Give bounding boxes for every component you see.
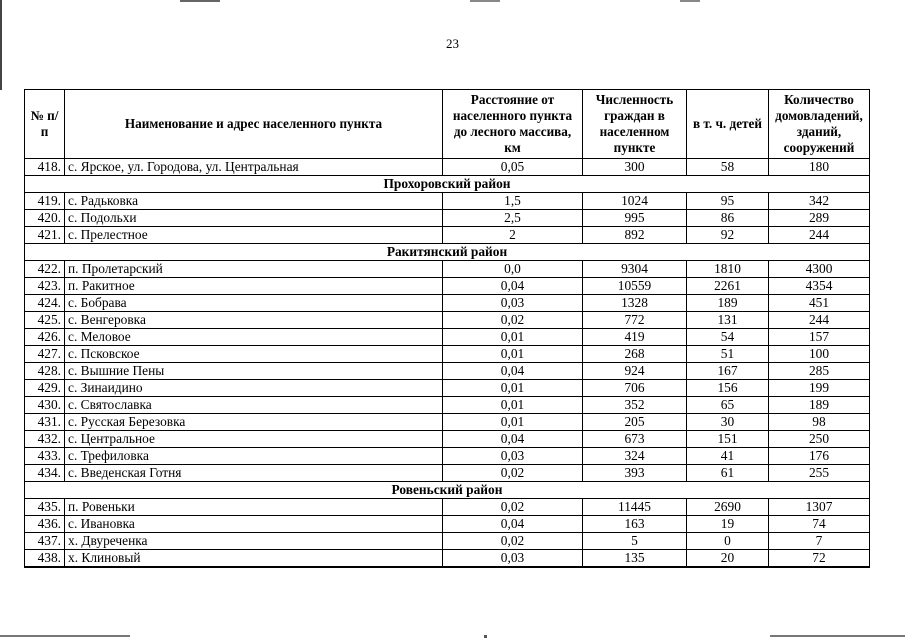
cell-population: 163	[583, 516, 687, 533]
cell-num: 421.	[25, 227, 65, 244]
table-row	[25, 499, 870, 516]
cell-households: 74	[769, 516, 870, 533]
cell-households: 289	[769, 210, 870, 227]
cell-distance: 0,01	[443, 380, 583, 397]
cell-name: с. Русская Березовка	[65, 414, 443, 431]
cell-households: 157	[769, 329, 870, 346]
cell-population: 5	[583, 533, 687, 550]
cell-name: с. Ярское, ул. Городова, ул. Центральная	[65, 159, 443, 176]
cell-households: 7	[769, 533, 870, 550]
cell-num: 430.	[25, 397, 65, 414]
cell-num: 419.	[25, 193, 65, 210]
cell-num: 423.	[25, 278, 65, 295]
cell-distance: 1,5	[443, 193, 583, 210]
cell-distance: 0,04	[443, 278, 583, 295]
cell-num: 427.	[25, 346, 65, 363]
header-children: в т. ч. детей	[687, 90, 769, 159]
cell-name: с. Святославка	[65, 397, 443, 414]
table-row	[25, 431, 870, 448]
cell-distance: 0,02	[443, 533, 583, 550]
cell-name: с. Вышние Пены	[65, 363, 443, 380]
cell-children: 2261	[687, 278, 769, 295]
cell-children: 30	[687, 414, 769, 431]
cell-children: 1810	[687, 261, 769, 278]
cell-population: 135	[583, 550, 687, 568]
cell-households: 199	[769, 380, 870, 397]
cell-population: 706	[583, 380, 687, 397]
district-title: Ровеньский район	[25, 482, 870, 499]
cell-population: 393	[583, 465, 687, 482]
cell-num: 428.	[25, 363, 65, 380]
cell-households: 98	[769, 414, 870, 431]
cell-name: с. Псковское	[65, 346, 443, 363]
cell-households: 285	[769, 363, 870, 380]
cell-distance: 0,01	[443, 346, 583, 363]
cell-name: х. Клиновый	[65, 550, 443, 568]
cell-name: с. Зинаидино	[65, 380, 443, 397]
cell-children: 92	[687, 227, 769, 244]
cell-num: 436.	[25, 516, 65, 533]
table-row	[25, 295, 870, 312]
cell-population: 11445	[583, 499, 687, 516]
cell-children: 151	[687, 431, 769, 448]
cell-num: 434.	[25, 465, 65, 482]
cell-name: с. Радьковка	[65, 193, 443, 210]
cell-households: 4354	[769, 278, 870, 295]
cell-num: 435.	[25, 499, 65, 516]
cell-distance: 0,04	[443, 516, 583, 533]
cell-children: 54	[687, 329, 769, 346]
cell-households: 255	[769, 465, 870, 482]
table-row	[25, 363, 870, 380]
cell-num: 438.	[25, 550, 65, 568]
cell-households: 451	[769, 295, 870, 312]
cell-num: 432.	[25, 431, 65, 448]
cell-num: 425.	[25, 312, 65, 329]
cell-num: 420.	[25, 210, 65, 227]
cell-distance: 0,01	[443, 414, 583, 431]
cell-households: 176	[769, 448, 870, 465]
cell-distance: 0,0	[443, 261, 583, 278]
cell-name: с. Бобрава	[65, 295, 443, 312]
table-row	[25, 312, 870, 329]
cell-population: 892	[583, 227, 687, 244]
cell-num: 424.	[25, 295, 65, 312]
header-name: Наименование и адрес населенного пункта	[65, 90, 443, 159]
cell-children: 2690	[687, 499, 769, 516]
cell-population: 352	[583, 397, 687, 414]
district-title: Ракитянский район	[25, 244, 870, 261]
cell-children: 65	[687, 397, 769, 414]
cell-children: 131	[687, 312, 769, 329]
district-section-row	[25, 244, 870, 261]
scan-dot	[484, 635, 487, 638]
settlements-table	[24, 89, 870, 568]
cell-population: 9304	[583, 261, 687, 278]
cell-children: 51	[687, 346, 769, 363]
table-row	[25, 346, 870, 363]
cell-children: 41	[687, 448, 769, 465]
cell-households: 342	[769, 193, 870, 210]
page-number: 23	[446, 36, 459, 51]
cell-distance: 0,02	[443, 465, 583, 482]
cell-households: 250	[769, 431, 870, 448]
cell-distance: 0,01	[443, 329, 583, 346]
cell-distance: 0,03	[443, 295, 583, 312]
cell-children: 61	[687, 465, 769, 482]
cell-children: 86	[687, 210, 769, 227]
district-section-row	[25, 482, 870, 499]
district-title: Прохоровский район	[25, 176, 870, 193]
scan-edge-mark	[0, 635, 130, 637]
cell-population: 1328	[583, 295, 687, 312]
scan-edge-mark	[680, 0, 700, 2]
cell-name: с. Ивановка	[65, 516, 443, 533]
cell-children: 167	[687, 363, 769, 380]
table-row	[25, 380, 870, 397]
cell-distance: 0,02	[443, 499, 583, 516]
table-row	[25, 227, 870, 244]
cell-name: п. Пролетарский	[65, 261, 443, 278]
cell-households: 180	[769, 159, 870, 176]
cell-distance: 0,05	[443, 159, 583, 176]
cell-children: 19	[687, 516, 769, 533]
table-row	[25, 193, 870, 210]
cell-households: 244	[769, 227, 870, 244]
cell-name: с. Введенская Готня	[65, 465, 443, 482]
cell-population: 268	[583, 346, 687, 363]
cell-num: 431.	[25, 414, 65, 431]
cell-population: 324	[583, 448, 687, 465]
cell-distance: 0,03	[443, 550, 583, 568]
cell-distance: 0,04	[443, 431, 583, 448]
table-row	[25, 448, 870, 465]
cell-population: 300	[583, 159, 687, 176]
cell-households: 72	[769, 550, 870, 568]
cell-households: 189	[769, 397, 870, 414]
cell-num: 437.	[25, 533, 65, 550]
cell-name: п. Ракитное	[65, 278, 443, 295]
table-row	[25, 261, 870, 278]
cell-children: 156	[687, 380, 769, 397]
table-header	[25, 90, 870, 159]
table-row	[25, 533, 870, 550]
cell-population: 772	[583, 312, 687, 329]
table-body	[25, 159, 870, 568]
cell-num: 422.	[25, 261, 65, 278]
cell-name: с. Подольхи	[65, 210, 443, 227]
header-households: Количество домовладений, зданий, сооружений	[769, 90, 870, 159]
cell-population: 10559	[583, 278, 687, 295]
cell-population: 995	[583, 210, 687, 227]
table-row	[25, 414, 870, 431]
table-row	[25, 397, 870, 414]
cell-population: 419	[583, 329, 687, 346]
cell-children: 189	[687, 295, 769, 312]
cell-distance: 0,01	[443, 397, 583, 414]
cell-name: с. Трефиловка	[65, 448, 443, 465]
cell-num: 418.	[25, 159, 65, 176]
header-population: Численность граждан в населенном пункте	[583, 90, 687, 159]
cell-num: 426.	[25, 329, 65, 346]
cell-name: с. Меловое	[65, 329, 443, 346]
cell-name: с. Центральное	[65, 431, 443, 448]
table-row	[25, 516, 870, 533]
table-row	[25, 159, 870, 176]
cell-name: с. Прелестное	[65, 227, 443, 244]
cell-population: 924	[583, 363, 687, 380]
cell-children: 20	[687, 550, 769, 568]
cell-population: 1024	[583, 193, 687, 210]
cell-name: п. Ровеньки	[65, 499, 443, 516]
cell-name: х. Двуреченка	[65, 533, 443, 550]
cell-name: с. Венгеровка	[65, 312, 443, 329]
table-row	[25, 210, 870, 227]
scan-edge-mark	[770, 635, 905, 637]
scan-edge-mark	[180, 0, 220, 2]
cell-households: 244	[769, 312, 870, 329]
table-row	[25, 465, 870, 482]
table-row	[25, 329, 870, 346]
cell-children: 95	[687, 193, 769, 210]
cell-distance: 2,5	[443, 210, 583, 227]
cell-num: 433.	[25, 448, 65, 465]
header-num: № п/п	[25, 90, 65, 159]
cell-distance: 2	[443, 227, 583, 244]
cell-distance: 0,02	[443, 312, 583, 329]
cell-households: 1307	[769, 499, 870, 516]
table-row	[25, 550, 870, 568]
cell-distance: 0,04	[443, 363, 583, 380]
cell-population: 673	[583, 431, 687, 448]
header-distance: Расстояние от населенного пункта до лесного массива, км	[443, 90, 583, 159]
table-row	[25, 278, 870, 295]
cell-children: 0	[687, 533, 769, 550]
district-section-row	[25, 176, 870, 193]
cell-households: 100	[769, 346, 870, 363]
cell-children: 58	[687, 159, 769, 176]
cell-households: 4300	[769, 261, 870, 278]
cell-num: 429.	[25, 380, 65, 397]
cell-population: 205	[583, 414, 687, 431]
scan-edge-mark	[470, 0, 500, 2]
cell-distance: 0,03	[443, 448, 583, 465]
